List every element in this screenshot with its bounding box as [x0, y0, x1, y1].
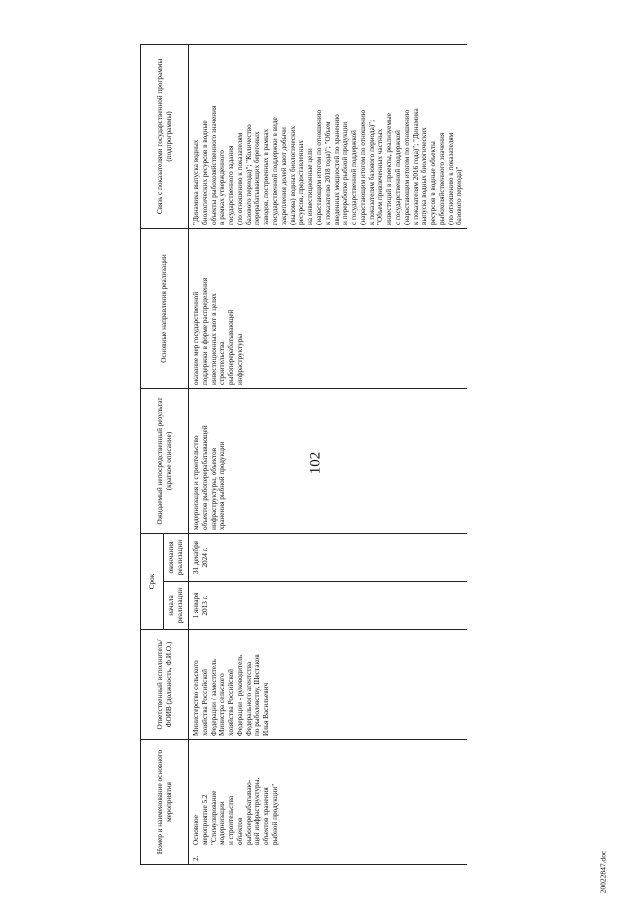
header-term: Срок [141, 533, 164, 629]
cell-start: 1 января 2013 г. [189, 582, 468, 630]
cell-end: 31 декабря 2024 г. [189, 533, 468, 581]
landscape-table-sheet [140, 45, 464, 865]
measures-table [140, 44, 467, 865]
page-number: 102 [307, 451, 324, 475]
footer-doc-code: 20022847.doc [598, 850, 608, 894]
header-end: окончания реализации [164, 533, 189, 581]
table-row [189, 44, 468, 864]
cell-indicators: "Динамика выпуска водных биологических ресурсов в водные объекты рыбохозяйственного значения в рамках утвержденного государственного задания (по отношению к показателям базового периода)"; "Количество перерабатывающих береговых заводов, построенных в рамках государственной поддержки в виде закрепления долей квот добычи (вылова) водных биологических ресурсов, предоставленных на инвестиционные цели (нарастающим итогом по отношению к показателю 2018 года)"; "Объем введенных мощностей по хранению и переработке рыбной продукции с государственной поддержкой (нарастающим итогом по отношению к показателям базового периода)"; "Объем привлеченных частных инвестиций в проекты, реализуемые с государственной поддержкой (нарастающим итогом по отношению к показателям 2016 года)"; "Динамика выпуска водных биологических ресурсов в водные объекты рыбохозяйственного значения (по отношению к показателям базового периода)" [189, 44, 468, 228]
header-number-name: Номер и наименование основного мероприятия [141, 740, 189, 865]
header-executor: Ответственный исполнитель/ФОИВ (должность, Ф.И.О.) [141, 630, 189, 740]
cell-directions: оказание мер государственной поддержки в форме распределения инвестиционных квот в целях строительства рыбоперерабатывающей инфраструктуры [189, 228, 468, 388]
header-indicators: Связь с показателями государственной программы (подпрограммы) [141, 44, 189, 228]
header-result: Ожидаемый непосредственный результат (краткое описание) [141, 388, 189, 533]
cell-result: модернизация и строительство объектов рыбоперерабатывающей инфраструктуры, объектов хранения рыбной продукции [189, 388, 468, 533]
header-directions: Основные направления реализации [141, 228, 189, 388]
cell-executor: Министерство сельского хозяйства Российской Федерации / заместитель Министра сельского хозяйства Российской Федерации - руководитель Федерального агентства по рыболовству, Шестаков Илья Васильевич [189, 630, 468, 740]
header-start: начала реализации [164, 582, 189, 630]
measure-name: Основное мероприятие 5.2 "Стимулирование модернизации и строительства объектов рыбоперерабатываю- щей инфраструктуры, объектов хранения рыбной продукции" [192, 777, 280, 845]
cell-number-name [189, 740, 468, 865]
row-number: 2. [192, 855, 200, 861]
